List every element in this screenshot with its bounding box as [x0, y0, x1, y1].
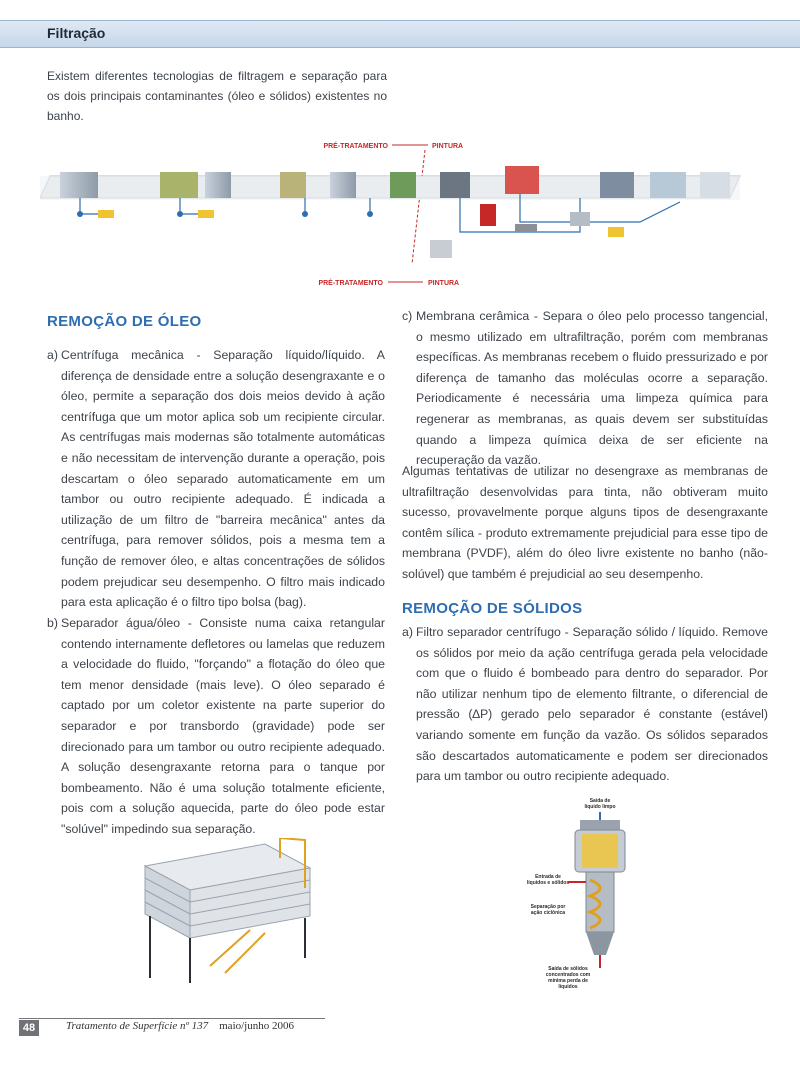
oil-item-c — [402, 306, 768, 471]
sep-top-label-2: líquido limpo — [584, 804, 616, 810]
oil-item-c-text: Membrana cerâmica - Separa o óleo pelo processo tangencial, o mesmo utilizado em ultrafiltração, porém com membranas específicas. As membranas recebem o fluido pressurizado e por diferença de tamanho das moléculas ocorre a separação. Periodicamente é necessária uma limpeza química para regenerar as membranas, as quais devem ser substituídas quando a limpeza química deixa de ser eficiente na recuperação da vazão. — [416, 309, 768, 468]
footer-rule — [19, 1018, 325, 1019]
diagram-bottom-label-right: PINTURA — [428, 280, 460, 287]
section-header-bar — [0, 20, 800, 48]
footer-date: maio/junho 2006 — [219, 1020, 294, 1032]
oil-item-a-label: a) — [47, 348, 58, 362]
sep-top-label-1: Saída de — [589, 798, 611, 804]
oil-item-a — [47, 345, 385, 613]
sep-mid-label-1: Separação por — [530, 904, 566, 910]
diagram-bottom-label-left: PRÉ-TRATAMENTO — [318, 280, 383, 287]
solids-item-a-text: Filtro separador centrífugo - Separação sólido / líquido. Remove os sólidos por meio da ação centrífuga gerada pela velocidade com que o fluido é bombeado para dentro do separador. Por não utilizar nenhum tipo de elemento filtrante, o diferencial de pressão (∆P) gerado pelo separador é constante (estável) variando somente em função da vazão. Os sólidos separados são descartados automaticamente e podem ser direcionados para um tambor ou outro recipiente adequado. — [416, 625, 768, 784]
oil-item-b-text: Separador água/óleo - Consiste numa caixa retangular contendo internamente defletores ou lamelas que reduzem a velocidade do fluido, "forçando" a flotação do óleo que tem menor densidade (mais leve). O óleo separado é captado por um coletor existente na parte superior do separador e por transbordo (gravidade) pode ser direcionado para um tambor ou outro recipiente adequado. A solução desengraxante retorna para o tanque por bombeamento. Não é uma solução totalmente eficiente, pois com a solução aquecida, parte do óleo pode estar "solúvel" impedindo sua separação. — [61, 616, 385, 836]
oil-item-b-label: b) — [47, 616, 58, 630]
oil-item-c-label: c) — [402, 309, 413, 323]
oil-item-b — [47, 613, 385, 840]
sep-in-label-2: líquidos e sólidos — [526, 880, 570, 886]
page-number: 48 — [19, 1020, 39, 1036]
footer-citation — [66, 1020, 294, 1032]
solids-removal-title: REMOÇÃO DE SÓLIDOS — [402, 600, 583, 617]
intro-paragraph: Existem diferentes tecnologias de filtragem e separação para os dois principais contaminantes (óleo e sólidos) existentes no banho. — [47, 69, 387, 123]
section-title: Filtração — [47, 25, 106, 41]
oil-removal-title: REMOÇÃO DE ÓLEO — [47, 313, 202, 330]
sep-in-label-1: Entrada de — [535, 874, 561, 880]
diagram-top-label-right: PINTURA — [432, 143, 464, 150]
sep-bot-label-3: mínima perda de — [548, 978, 588, 984]
centrifugal-separator-figure — [520, 790, 670, 1000]
sep-mid-label-2: ação ciclônica — [530, 910, 566, 916]
membrane-note-paragraph: Algumas tentativas de utilizar no desengraxe as membranas de ultrafiltração desenvolvidas para tinta, não obtiveram muito sucesso, provavelmente porque alguns tipos de desengraxante contêm sílica - produto extremamente prejudicial para esse tipo de membrana (PVDF), além do óleo livre existente no banho (não-solúvel) que também é prejudicial ao seu desempenho. — [402, 464, 768, 581]
diagram-top-label-left: PRÉ-TRATAMENTO — [323, 143, 388, 150]
solids-item-a — [402, 622, 768, 787]
oil-water-separator-illustration — [130, 838, 320, 988]
oil-item-a-text: Centrífuga mecânica - Separação líquido/líquido. A diferença de densidade entre a solução desengraxante e o óleo, permite a separação dos dois meios devido à ação centrífuga que um motor aplica sob um recipiente circular. As centrífugas mais modernas são totalmente automáticas e não necessitam de intervenção durante a operação, pois descartam o óleo separado automaticamente em um tambor ou outro recipiente adequado. É indicada a utilização de um filtro de "barreira mecânica" antes da centrífuga, para remover sólidos, pois a mesma tem a função de remover óleo, e altas concentrações de sólidos podem prejudicar seu desempenho. O filtro mais indicado para esta aplicação é o filtro tipo bolsa (bag). — [61, 348, 385, 610]
sep-bot-label-1: Saída de sólidos — [548, 966, 588, 972]
sep-bot-label-4: líquidos — [558, 984, 578, 990]
sep-bot-label-2: concentrados com — [545, 972, 591, 978]
footer-magazine: Tratamento de Superfície nº 137 — [66, 1020, 209, 1032]
solids-item-a-label: a) — [402, 625, 413, 639]
process-line-diagram — [40, 132, 760, 292]
